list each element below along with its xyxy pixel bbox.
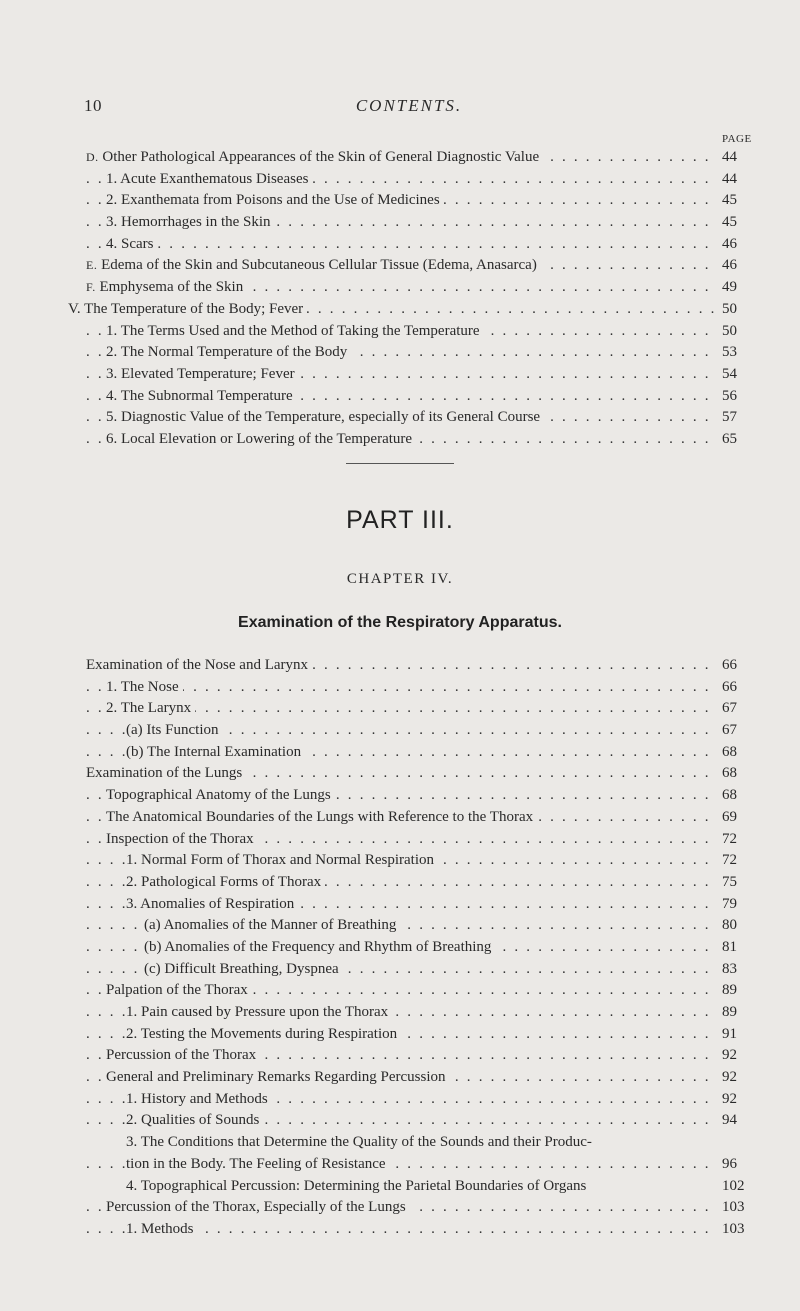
toc-entry-text: 2. Exanthemata from Poisons and the Use of Medicines [106, 192, 440, 209]
toc-entry [86, 386, 746, 408]
toc-entry [86, 321, 746, 343]
toc-entry-title [126, 1156, 390, 1172]
toc-entry-page: 65 [717, 429, 746, 451]
toc-entry [86, 720, 746, 742]
toc-entry-page: 67 [717, 720, 746, 742]
toc-entry-title [126, 744, 305, 760]
toc-entry [86, 1176, 746, 1198]
toc-entry-page: 92 [717, 1067, 746, 1089]
toc-entry-text: 2. Pathological Forms of Thorax [126, 873, 322, 890]
toc-entry-page: 68 [717, 785, 746, 807]
toc-entry-title [126, 1134, 596, 1150]
toc-entry-page: 92 [717, 1045, 746, 1067]
toc-entry-text: (b) The Internal Examination [126, 743, 302, 760]
toc-entry-title [106, 679, 183, 695]
toc-entry [86, 915, 746, 937]
toc-entry [86, 1132, 746, 1154]
toc-entry-page: 68 [717, 763, 746, 785]
toc-entry [86, 147, 746, 169]
toc-entry-text: (a) Anomalies of the Manner of Breathing [144, 917, 397, 934]
toc-entry-text: 2. The Normal Temperature of the Body [106, 344, 348, 361]
page-column-label: PAGE [722, 133, 752, 145]
toc-entry-text: 5. Diagnostic Value of the Temperature, especially of its General Course [106, 409, 541, 426]
toc-entry-title [86, 257, 541, 273]
toc-entry-title [106, 171, 312, 187]
toc-entry [86, 872, 746, 894]
toc-entry-text: 2. Testing the Movements during Respiration [126, 1025, 398, 1042]
toc-entry-title [68, 301, 307, 317]
toc-entry [86, 429, 746, 451]
toc-entry-title [144, 961, 343, 977]
toc-entry-text: 6. Local Elevation or Lowering of the Temperature [106, 430, 413, 447]
toc-entry-page: 103 [717, 1197, 746, 1219]
toc-entry-page: 83 [717, 959, 746, 981]
toc-entry [86, 212, 746, 234]
toc-entry-text: 3. The Conditions that Determine the Quality of the Sounds and their Produc- [126, 1134, 592, 1151]
toc-entry-text: Palpation of the Thorax [106, 982, 248, 999]
toc-entry [86, 364, 746, 386]
toc-entry-title [106, 236, 158, 252]
toc-entry-page: 53 [717, 342, 746, 364]
toc-entry-title [144, 939, 495, 955]
toc-entry-text: 1. Acute Exanthematous Diseases [106, 170, 309, 187]
toc-entry [86, 937, 746, 959]
part-title: PART III. [346, 506, 454, 534]
toc-entry-title [106, 344, 351, 360]
toc-entry-page: 49 [717, 277, 746, 299]
toc-entry [68, 299, 746, 321]
toc-bottom [86, 655, 746, 1241]
toc-entry-text: 1. Normal Form of Thorax and Normal Respiration [126, 852, 434, 869]
toc-entry-page: 94 [717, 1110, 746, 1132]
toc-entry-label: F. [86, 280, 96, 295]
toc-entry [86, 807, 746, 829]
section-title: Examination of the Respiratory Apparatus. [238, 614, 562, 631]
toc-entry-page: 54 [717, 364, 746, 386]
page-header [84, 96, 734, 120]
toc-entry-page: 80 [717, 915, 746, 937]
toc-entry-text: 1. History and Methods [126, 1090, 268, 1107]
toc-entry-text: V. The Temperature of the Body; Fever [68, 300, 304, 317]
toc-entry [86, 698, 746, 720]
toc-entry [86, 959, 746, 981]
toc-entry [86, 1024, 746, 1046]
toc-entry [86, 277, 746, 299]
toc-entry-page: 81 [717, 937, 746, 959]
toc-entry-page: 57 [717, 407, 746, 429]
chapter-title: CHAPTER IV. [346, 571, 454, 587]
toc-entry-title [106, 1199, 410, 1215]
toc-entry-text: 3. Elevated Temperature; Fever [106, 365, 295, 382]
toc-entry-text: General and Preliminary Remarks Regarding Percussion [106, 1069, 446, 1086]
toc-entry-text: Emphysema of the Skin [99, 279, 244, 296]
toc-entry-text: 4. Topographical Percussion: Determining the Parietal Boundaries of Organs [126, 1177, 587, 1194]
toc-entry [86, 1067, 746, 1089]
toc-entry-page: 46 [717, 234, 746, 256]
toc-entry-page: 68 [717, 742, 746, 764]
toc-entry [86, 677, 746, 699]
toc-entry [86, 1089, 746, 1111]
toc-entry-text: 3. Hemorrhages in the Skin [106, 214, 271, 231]
toc-entry-title [106, 214, 275, 230]
toc-entry [86, 190, 746, 212]
toc-entry-title [126, 852, 438, 868]
toc-entry-page: 79 [717, 894, 746, 916]
toc-entry-title [126, 1091, 272, 1107]
toc-entry-text: (a) Its Function [126, 722, 219, 739]
toc-entry [86, 829, 746, 851]
toc-entry-page: 45 [717, 212, 746, 234]
toc-entry-title [86, 765, 246, 781]
toc-entry-text: Topographical Anatomy of the Lungs [106, 787, 331, 804]
toc-entry-page: 45 [717, 190, 746, 212]
toc-entry-text: tion in the Body. The Feeling of Resistance [126, 1155, 386, 1172]
toc-entry-title [126, 874, 325, 890]
toc-entry-title [126, 1221, 198, 1237]
toc-entry-label: E. [86, 258, 98, 273]
toc-entry [86, 342, 746, 364]
toc-entry-title [86, 149, 543, 165]
toc-entry [86, 980, 746, 1002]
toc-entry-page: 66 [717, 677, 746, 699]
toc-entry-title [126, 1112, 263, 1128]
toc-entry [86, 1197, 746, 1219]
toc-entry-title [106, 192, 444, 208]
section-divider [346, 463, 454, 464]
toc-entry-text: Percussion of the Thorax, Especially of the Lungs [106, 1199, 406, 1216]
toc-entry [86, 785, 746, 807]
toc-entry-title [106, 809, 537, 825]
toc-entry-title [106, 982, 252, 998]
toc-entry [86, 234, 746, 256]
toc-entry-title [126, 722, 222, 738]
toc-entry-title [86, 279, 247, 295]
toc-entry-title [106, 366, 299, 382]
toc-entry-title [106, 1047, 260, 1063]
toc-entry-page: 67 [717, 698, 746, 720]
toc-entry-page: 50 [717, 299, 746, 321]
toc-entry-page: 56 [717, 386, 746, 408]
toc-entry-text: 2. The Larynx [106, 700, 192, 717]
toc-entry-text: 1. Pain caused by Pressure upon the Thorax [126, 1004, 389, 1020]
toc-entry-page: 89 [717, 1002, 746, 1024]
toc-entry-text: 1. The Terms Used and the Method of Taking the Temperature [106, 322, 480, 339]
toc-entry [86, 655, 746, 677]
toc-entry-text: 2. Qualities of Sounds [126, 1112, 260, 1129]
toc-entry-page: 50 [717, 321, 746, 343]
toc-entry-label: D. [86, 150, 99, 164]
toc-entry-page: 91 [717, 1024, 746, 1046]
toc-entry-text: Other Pathological Appearances of the Skin of General Diagnostic Value [102, 149, 540, 165]
toc-entry-title [106, 409, 544, 425]
toc-entry [86, 1219, 746, 1241]
toc-entry-text: (b) Anomalies of the Frequency and Rhythm of Breathing [144, 938, 492, 955]
toc-entry-title [126, 1004, 392, 1020]
toc-entry [86, 1045, 746, 1067]
toc-entry-title [106, 1069, 450, 1085]
toc-entry [86, 169, 746, 191]
toc-entry [86, 742, 746, 764]
toc-entry-text: (c) Difficult Breathing, Dyspnea [144, 960, 339, 977]
toc-entry-page: 72 [717, 850, 746, 872]
toc-entry-page: 103 [717, 1219, 746, 1241]
toc-entry-text: 3. Anomalies of Respiration [126, 895, 295, 912]
toc-entry-page: 75 [717, 872, 746, 894]
toc-entry-title [86, 657, 312, 673]
toc-entry-title [106, 700, 195, 716]
toc-entry-text: 1. The Nose [106, 678, 179, 695]
toc-entry [86, 407, 746, 429]
toc-entry [86, 763, 746, 785]
toc-entry-title [126, 896, 298, 912]
toc-entry-page: 102 [717, 1176, 746, 1198]
toc-entry [86, 1002, 746, 1024]
toc-entry-text: Examination of the Nose and Larynx [86, 657, 309, 673]
toc-entry-title [144, 917, 400, 933]
toc-entry-title [126, 1178, 590, 1194]
toc-entry [86, 1110, 746, 1132]
toc-entry-title [106, 388, 297, 404]
toc-entry-text: Inspection of the Thorax [106, 830, 254, 847]
toc-entry-title [106, 831, 258, 847]
running-head: CONTENTS. [355, 96, 463, 115]
toc-top [68, 147, 746, 451]
toc-entry-page: 72 [717, 829, 746, 851]
toc-entry [86, 1154, 746, 1176]
toc-entry-page: 96 [717, 1154, 746, 1176]
toc-entry [86, 255, 746, 277]
toc-entry [86, 894, 746, 916]
toc-entry-title [106, 431, 416, 447]
toc-entry [86, 850, 746, 872]
toc-entry-page: 44 [717, 147, 746, 169]
toc-entry-text: Examination of the Lungs [86, 765, 243, 782]
toc-entry-title [126, 1026, 401, 1042]
page-number: 10 [84, 96, 102, 115]
toc-entry-page: 92 [717, 1089, 746, 1111]
toc-entry-text: Percussion of the Thorax [106, 1047, 257, 1064]
toc-entry-text: 1. Methods [126, 1220, 194, 1237]
toc-entry-page: 46 [717, 255, 746, 277]
toc-entry-title [106, 323, 484, 339]
toc-entry-text: Edema of the Skin and Subcutaneous Cellular Tissue (Edema, Anasarca) [101, 257, 537, 274]
toc-entry-page: 66 [717, 655, 746, 677]
toc-entry-page: 44 [717, 169, 746, 191]
toc-entry-text: 4. The Subnormal Temperature [106, 387, 293, 404]
toc-entry-page: 89 [717, 980, 746, 1002]
toc-entry-title [106, 787, 335, 803]
toc-entry-text: The Anatomical Boundaries of the Lungs with Reference to the Thorax [106, 808, 534, 825]
toc-entry-page: 69 [717, 807, 746, 829]
toc-entry-text: 4. Scars [106, 235, 154, 252]
